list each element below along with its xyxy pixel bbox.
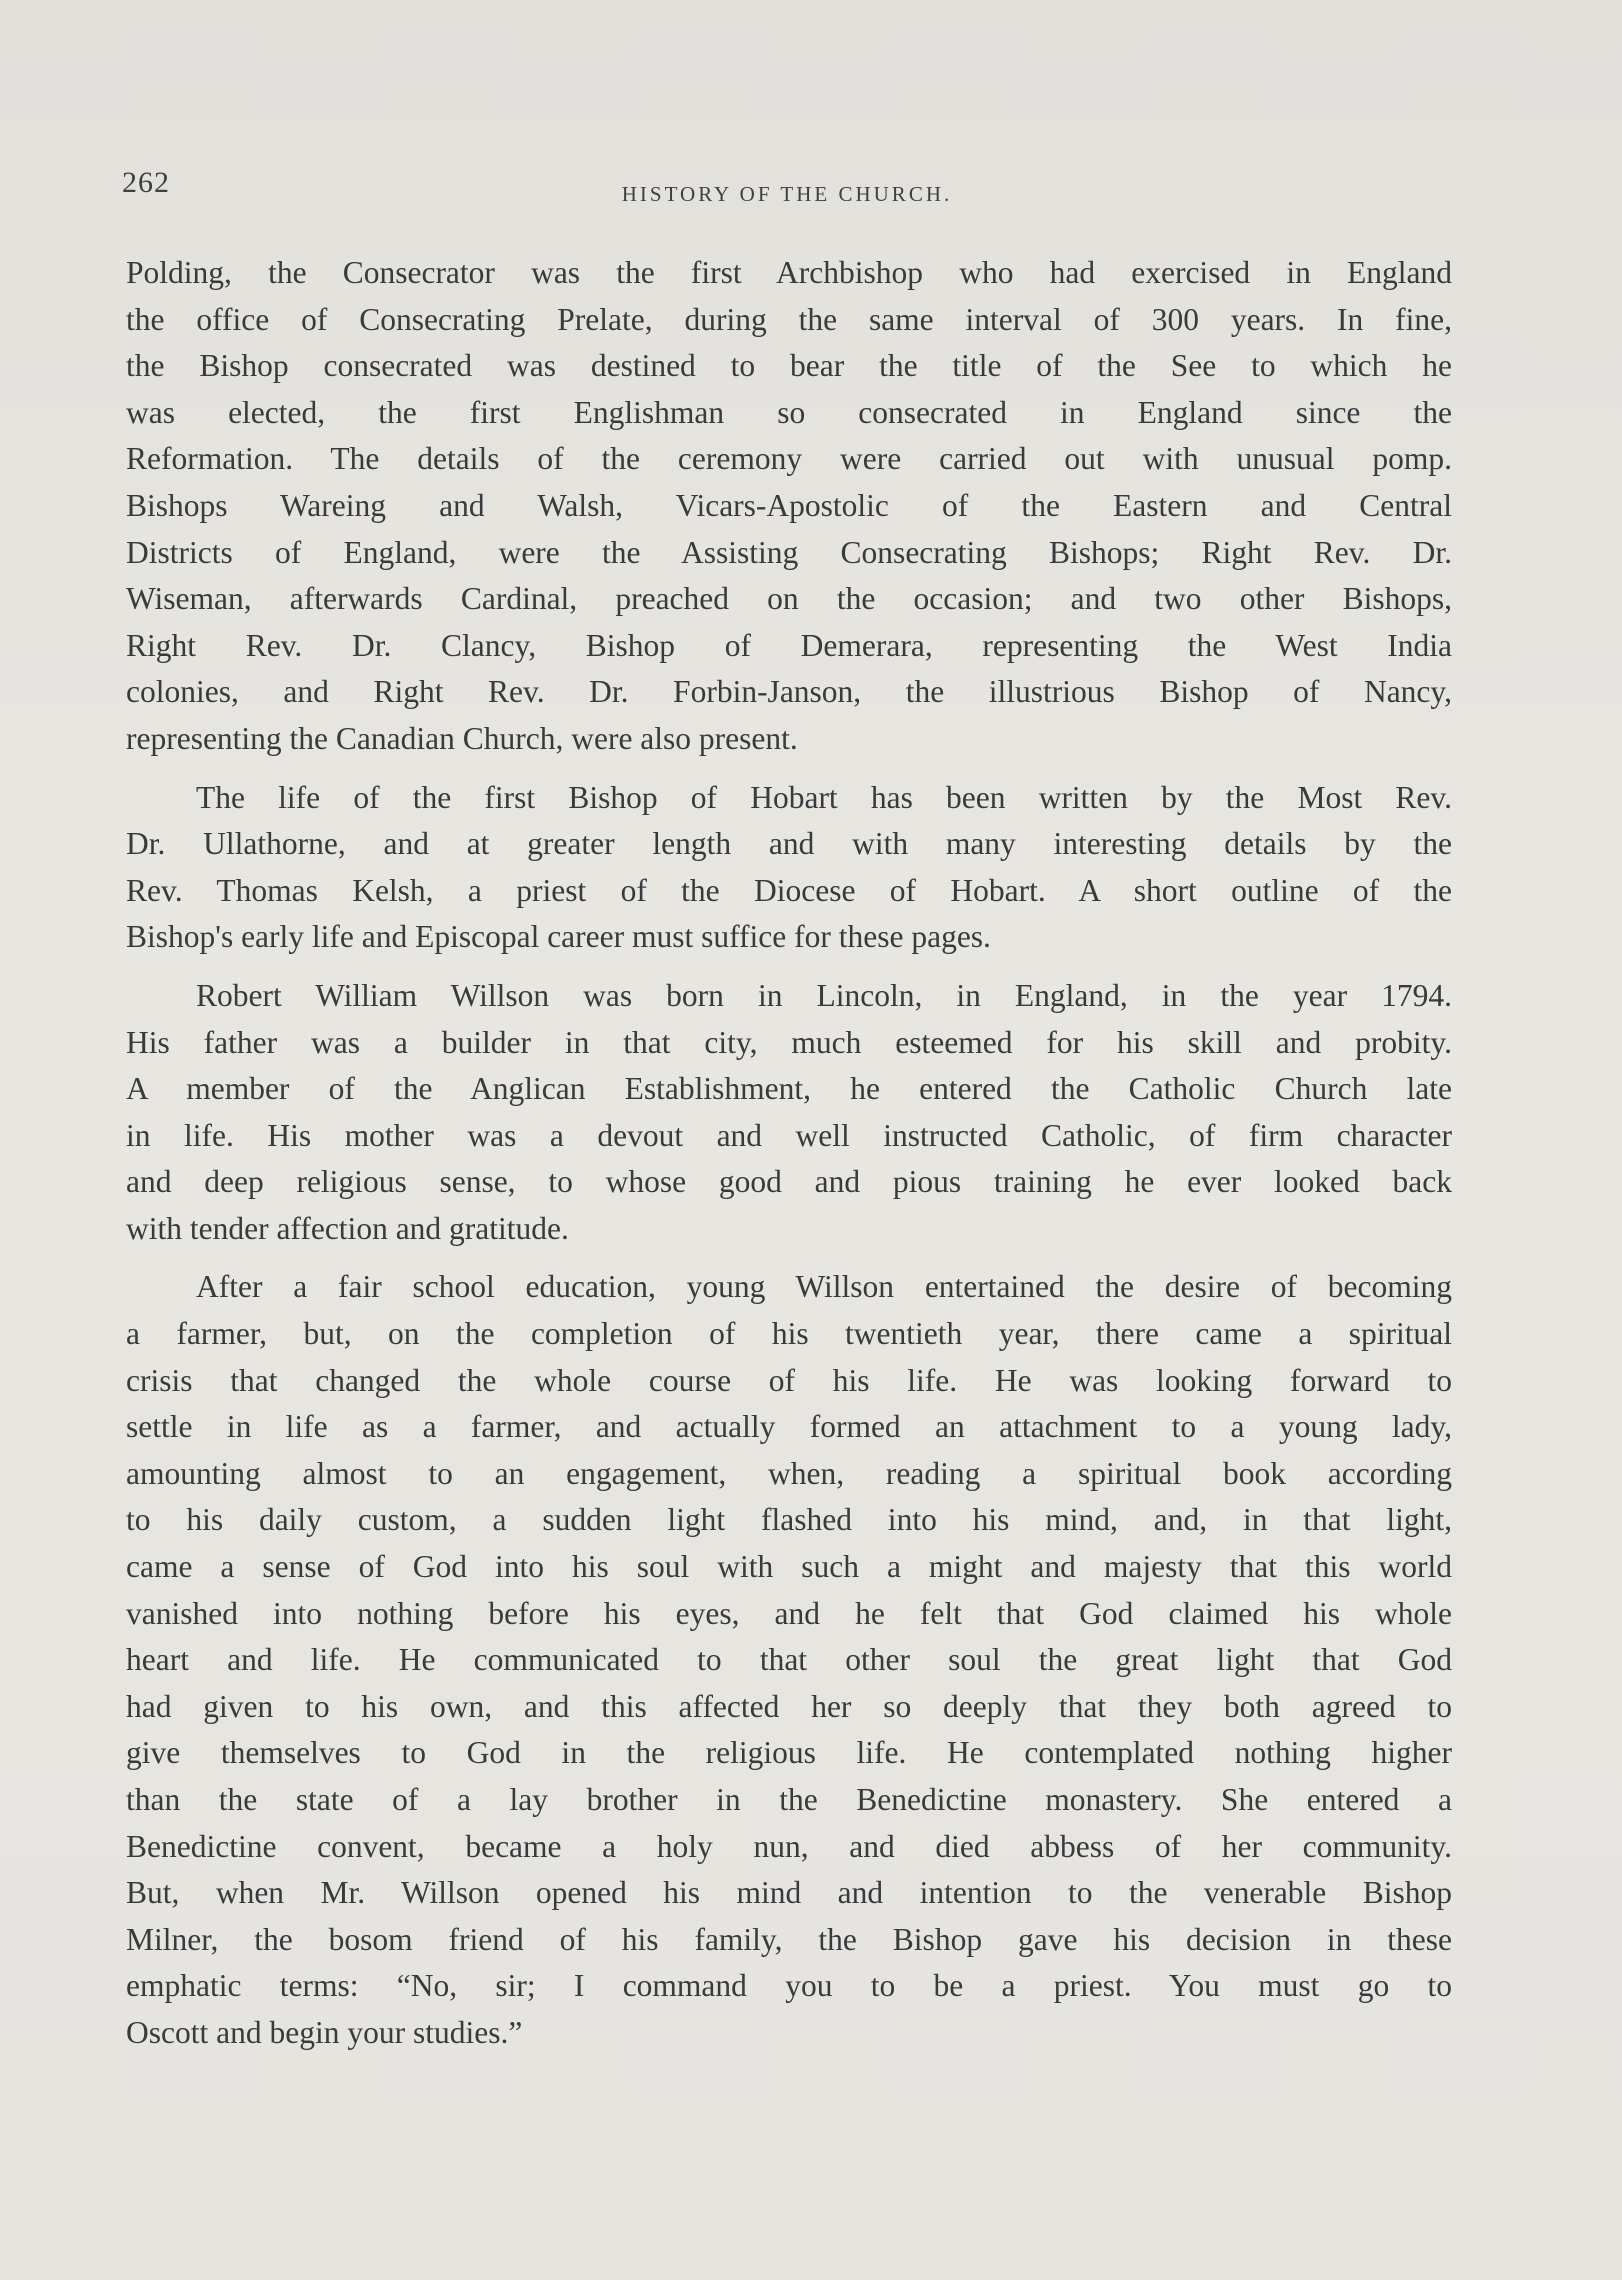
text-line: to his daily custom, a sudden light flashed into his mind, and, in that light, <box>126 1502 1452 1538</box>
text-line: Right Rev. Dr. Clancy, Bishop of Demerara, representing the West India <box>126 627 1452 663</box>
page-header <box>122 166 1452 206</box>
body-text <box>126 250 1452 2057</box>
text-line: After a fair school education, young Willson entertained the desire of becoming <box>196 1269 1452 1305</box>
text-line: Districts of England, were the Assisting Consecrating Bishops; Right Rev. Dr. <box>126 534 1452 570</box>
text-line: in life. His mother was a devout and well instructed Catholic, of firm character <box>126 1117 1452 1153</box>
text-line: was elected, the first Englishman so consecrated in England since the <box>126 394 1452 430</box>
text-line: than the state of a lay brother in the Benedictine monastery. She entered a <box>126 1782 1452 1817</box>
paragraph-2 <box>126 775 1452 961</box>
text-line: Rev. Thomas Kelsh, a priest of the Diocese of Hobart. A short outline of the <box>126 872 1452 908</box>
text-line: Milner, the bosom friend of his family, the Bishop gave his decision in these <box>126 1921 1452 1957</box>
text-line: heart and life. He communicated to that other soul the great light that God <box>126 1642 1452 1678</box>
text-line: the Bishop consecrated was destined to bear the title of the See to which he <box>126 348 1452 384</box>
text-line: settle in life as a farmer, and actually formed an attachment to a young lady, <box>126 1409 1452 1445</box>
paragraph-1 <box>126 250 1452 763</box>
text-line: came a sense of God into his soul with such a might and majesty that this world <box>126 1549 1452 1585</box>
text-line: A member of the Anglican Establishment, he entered the Catholic Church late <box>126 1071 1452 1107</box>
text-line: vanished into nothing before his eyes, and he felt that God claimed his whole <box>126 1595 1452 1631</box>
text-line: Wiseman, afterwards Cardinal, preached on the occasion; and two other Bishops, <box>126 581 1452 617</box>
text-line: Polding, the Consecrator was the first Archbishop who had exercised in England <box>126 255 1452 290</box>
text-line: with tender affection and gratitude. <box>126 1210 569 1246</box>
text-line: and deep religious sense, to whose good and pious training he ever looked back <box>126 1164 1452 1200</box>
text-line: His father was a builder in that city, much esteemed for his skill and probity. <box>126 1024 1452 1060</box>
text-line: The life of the first Bishop of Hobart has been written by the Most Rev. <box>196 779 1452 815</box>
text-line: Robert William Willson was born in Lincoln, in England, in the year 1794. <box>196 977 1452 1013</box>
text-line: Bishop's early life and Episcopal career must suffice for these pages. <box>126 919 991 955</box>
text-line: Benedictine convent, became a holy nun, and died abbess of her community. <box>126 1828 1452 1864</box>
text-line: amounting almost to an engagement, when, reading a spiritual book according <box>126 1455 1452 1491</box>
page-number: 262 <box>122 166 170 199</box>
text-line: representing the Canadian Church, were also present. <box>126 720 798 756</box>
text-line: Oscott and begin your studies.” <box>126 2014 523 2050</box>
text-line: crisis that changed the whole course of his life. He was looking forward to <box>126 1362 1452 1398</box>
text-line: Dr. Ullathorne, and at greater length and with many interesting details by the <box>126 826 1452 862</box>
text-line: emphatic terms: “No, sir; I command you to be a priest. You must go to <box>126 1968 1452 2004</box>
text-line: Reformation. The details of the ceremony were carried out with unusual pomp. <box>126 441 1452 477</box>
text-line: Bishops Wareing and Walsh, Vicars-Apostolic of the Eastern and Central <box>126 487 1452 523</box>
running-head: HISTORY OF THE CHURCH. <box>621 182 953 206</box>
text-line: But, when Mr. Willson opened his mind and intention to the venerable Bishop <box>126 1875 1452 1911</box>
text-line: had given to his own, and this affected her so deeply that they both agreed to <box>126 1688 1452 1724</box>
paragraph-4 <box>126 1264 1452 2056</box>
text-line: the office of Consecrating Prelate, during the same interval of 300 years. In fine, <box>126 301 1452 337</box>
text-line: give themselves to God in the religious life. He contemplated nothing higher <box>126 1735 1452 1771</box>
text-line: colonies, and Right Rev. Dr. Forbin-Janson, the illustrious Bishop of Nancy, <box>126 674 1452 710</box>
paragraph-3 <box>126 973 1452 1253</box>
text-line: a farmer, but, on the completion of his twentieth year, there came a spiritual <box>126 1316 1452 1352</box>
